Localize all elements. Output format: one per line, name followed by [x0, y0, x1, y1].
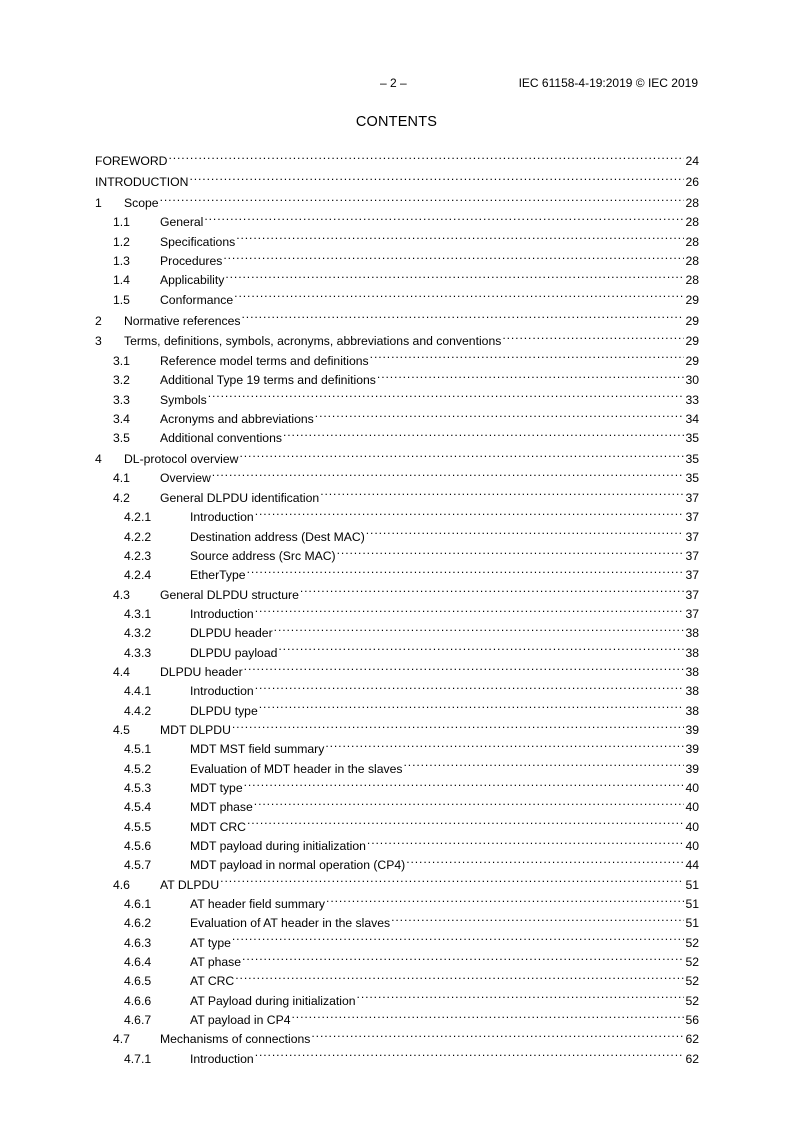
toc-entry-number: 4.6 [113, 877, 130, 892]
toc-entry-title: Introduction [190, 684, 254, 699]
toc-entry-title: Overview [160, 471, 211, 486]
toc-dot-leader [242, 306, 685, 325]
toc-entry-title: MDT payload during initialization [190, 839, 366, 853]
toc-dot-leader [239, 444, 684, 463]
toc-entry-title: Applicability [160, 273, 225, 288]
toc-dot-leader [292, 1005, 685, 1024]
toc-entry-number: 4.5.4 [124, 800, 152, 815]
toc-entry-title: Source address (Src MAC) [190, 548, 336, 563]
toc-entry-number: 4.4.1 [124, 684, 152, 699]
toc-entry-page: 28 [685, 215, 699, 230]
toc-entry[interactable] [95, 423, 699, 446]
toc-entry-page: 29 [685, 334, 699, 349]
toc-entry[interactable] [95, 167, 699, 189]
toc-dot-leader [366, 522, 685, 541]
toc-dot-leader [283, 423, 684, 442]
toc-dot-leader [377, 365, 685, 384]
toc-entry-number: 4.5.1 [124, 742, 152, 757]
toc-dot-leader [502, 326, 684, 345]
toc-dot-leader [232, 715, 685, 734]
toc-entry-title: DL-protocol overview [124, 452, 239, 467]
toc-entry-page: 26 [685, 174, 699, 189]
toc-entry-page: 35 [685, 431, 699, 446]
toc-entry-number: 3.1 [113, 353, 130, 368]
toc-entry-title: Mechanisms of connections [160, 1032, 311, 1047]
contents-title: CONTENTS [355, 114, 438, 130]
toc-entry-title: EtherType [190, 568, 246, 583]
toc-entry-number: 1 [95, 195, 102, 210]
toc-entry-number: 4.2.2 [124, 529, 152, 544]
toc-entry-title: DLPDU payload [190, 645, 278, 660]
toc-entry-page: 29 [685, 353, 699, 368]
toc-entry[interactable] [95, 365, 699, 388]
toc-entry[interactable] [95, 483, 699, 505]
toc-entry-title: FOREWORD [95, 154, 168, 168]
toc-entry-page: 40 [685, 800, 699, 815]
toc-entry-page: 38 [685, 684, 699, 699]
toc-entry[interactable] [95, 265, 699, 288]
toc-entry-page: 37 [685, 490, 699, 505]
toc-entry[interactable] [95, 773, 699, 795]
toc-entry-title: Symbols [160, 392, 207, 407]
toc-entry-number: 4.5.2 [124, 761, 152, 776]
toc-entry-page: 28 [685, 273, 699, 288]
toc-dot-leader [320, 483, 684, 502]
toc-entry[interactable] [95, 792, 699, 815]
toc-entry[interactable] [95, 444, 699, 467]
toc-entry-number: 3.2 [113, 373, 130, 388]
toc-entry-number: 4.5 [113, 722, 130, 737]
toc-entry[interactable] [95, 1044, 699, 1066]
toc-entry-page: 29 [685, 292, 699, 307]
toc-entry[interactable] [95, 657, 699, 679]
toc-entry-title: MDT type [190, 780, 243, 795]
toc-dot-leader [337, 541, 685, 560]
toc-entry[interactable] [95, 522, 699, 544]
toc-entry-number: 4.3 [113, 587, 130, 602]
toc-entry-page: 52 [685, 974, 699, 989]
toc-entry-title: General [160, 215, 204, 230]
toc-entry-page: 52 [685, 935, 699, 950]
toc-entry-title: Conformance [160, 292, 234, 307]
toc-entry-number: 3.4 [113, 411, 130, 426]
toc-entry[interactable] [95, 986, 699, 1008]
toc-entry-title: MDT CRC [190, 819, 246, 834]
toc-entry-title: General DLPDU identification [160, 490, 320, 505]
toc-entry-page: 51 [685, 916, 699, 931]
toc-entry-number: 4.2.3 [124, 548, 152, 563]
toc-entry-page: 37 [685, 548, 699, 563]
toc-dot-leader [255, 502, 685, 521]
toc-entry-title: DLPDU header [190, 626, 273, 641]
toc-entry[interactable] [95, 326, 699, 349]
toc-entry-number: 4.7.1 [124, 1051, 152, 1066]
toc-entry-page: 29 [685, 313, 699, 328]
toc-entry-title: Scope [124, 195, 159, 210]
toc-entry[interactable] [95, 502, 699, 525]
toc-entry-page: 44 [685, 858, 699, 873]
toc-entry-page: 39 [685, 761, 699, 776]
toc-entry-page: 34 [685, 411, 699, 426]
toc-entry-number: 4.6.5 [124, 974, 152, 989]
page-header [0, 76, 793, 92]
toc-entry-title: Evaluation of AT header in the slaves [190, 916, 391, 931]
toc-entry-page: 38 [685, 664, 699, 679]
toc-dot-leader [247, 560, 685, 579]
toc-entry-number: 1.3 [113, 253, 130, 268]
toc-dot-leader [300, 580, 685, 599]
toc-entry-title: AT DLPDU [160, 877, 220, 892]
toc-entry-number: 1.5 [113, 292, 130, 307]
toc-entry-page: 56 [685, 1013, 699, 1028]
toc-entry[interactable] [95, 146, 699, 168]
toc-entry-page: 40 [685, 819, 699, 834]
toc-entry-title: AT CRC [190, 974, 235, 989]
toc-entry-number: 3.3 [113, 392, 130, 407]
toc-entry[interactable] [95, 812, 699, 834]
toc-dot-leader [311, 1024, 684, 1043]
page-number: – 2 – [380, 76, 407, 90]
toc-entry-number: 4.6.4 [124, 955, 152, 970]
toc-entry-number: 4.1 [113, 471, 130, 486]
toc-entry-title: AT Payload during initialization [190, 993, 356, 1008]
toc-entry-page: 28 [685, 195, 699, 210]
toc-entry[interactable] [95, 463, 699, 486]
toc-entry-title: Introduction [190, 510, 254, 525]
toc-entry-page: 28 [685, 253, 699, 268]
toc-entry[interactable] [95, 560, 699, 583]
toc-dot-leader [232, 928, 685, 947]
toc-entry[interactable] [95, 696, 699, 718]
toc-entry-title: AT header field summary [190, 897, 326, 912]
toc-dot-leader [236, 227, 684, 246]
toc-entry-number: 4.3.2 [124, 626, 152, 641]
toc-entry-page: 38 [685, 703, 699, 718]
toc-entry-title: AT payload in CP4 [190, 1013, 291, 1028]
toc-dot-leader [391, 908, 684, 927]
toc-entry-number: 4 [95, 452, 102, 467]
toc-entry-title: Additional Type 19 terms and definitions [160, 373, 376, 388]
toc-dot-leader [160, 188, 685, 207]
toc-entry-page: 38 [685, 645, 699, 660]
toc-dot-leader [274, 618, 685, 637]
toc-entry-number: 4.2 [113, 490, 130, 505]
toc-entry-title: Specifications [160, 234, 236, 249]
toc-entry-page: 52 [685, 993, 699, 1008]
toc-entry-number: 1.1 [113, 215, 130, 230]
toc-entry-title: DLPDU type [190, 703, 258, 718]
toc-dot-leader [234, 285, 684, 304]
toc-entry-page: 37 [685, 606, 699, 621]
toc-entry-number: 4.4 [113, 664, 130, 679]
toc-entry-number: 3.5 [113, 431, 130, 446]
toc-entry-number: 4.2.1 [124, 510, 152, 525]
toc-entry-title: Introduction [190, 606, 254, 621]
toc-entry-page: 24 [685, 154, 699, 168]
toc-dot-leader [223, 246, 684, 265]
toc-entry-page: 39 [685, 722, 699, 737]
toc-entry-title: General DLPDU structure [160, 587, 299, 602]
toc-entry-number: 4.6.6 [124, 993, 152, 1008]
toc-entry[interactable] [95, 1024, 699, 1047]
toc-entry-page: 35 [685, 471, 699, 486]
toc-entry-title: Normative references [124, 313, 241, 328]
toc-entry[interactable] [95, 346, 699, 368]
toc-dot-leader [244, 657, 685, 676]
toc-entry[interactable] [95, 285, 699, 307]
toc-entry-number: 1.2 [113, 234, 130, 249]
toc-entry-page: 37 [685, 510, 699, 525]
toc-dot-leader [278, 638, 684, 657]
toc-entry-page: 52 [685, 955, 699, 970]
toc-entry-number: 3 [95, 334, 102, 349]
toc-entry-title: AT phase [190, 955, 242, 970]
toc-entry-page: 51 [685, 877, 699, 892]
toc-entry-page: 35 [685, 452, 699, 467]
toc-entry[interactable] [95, 246, 699, 268]
table-of-contents [95, 146, 699, 1066]
toc-entry[interactable] [95, 599, 699, 621]
toc-entry[interactable] [95, 734, 699, 757]
toc-entry[interactable] [95, 947, 699, 970]
toc-entry-number: 4.6.7 [124, 1013, 152, 1028]
toc-entry-page: 38 [685, 626, 699, 641]
toc-entry[interactable] [95, 889, 699, 912]
toc-dot-leader [315, 404, 685, 423]
toc-entry[interactable] [95, 966, 699, 989]
toc-dot-leader [208, 385, 685, 404]
toc-entry-page: 33 [685, 392, 699, 407]
toc-entry[interactable] [95, 306, 699, 328]
toc-dot-leader [370, 346, 685, 365]
toc-entry-title: MDT DLPDU [160, 722, 231, 737]
toc-entry-number: 1.4 [113, 273, 130, 288]
toc-entry-page: 40 [685, 780, 699, 795]
toc-dot-leader [254, 792, 685, 811]
toc-entry-number: 4.6.1 [124, 897, 152, 912]
toc-entry-title: AT type [190, 935, 231, 950]
toc-entry-number: 4.2.4 [124, 568, 152, 583]
toc-dot-leader [168, 146, 684, 165]
toc-entry[interactable] [95, 715, 699, 737]
toc-entry[interactable] [95, 188, 699, 210]
toc-dot-leader [406, 850, 684, 869]
toc-dot-leader [242, 947, 684, 966]
toc-entry-number: 2 [95, 313, 102, 328]
toc-dot-leader [225, 265, 684, 284]
toc-entry-number: 4.5.6 [124, 839, 152, 853]
toc-entry[interactable] [95, 676, 699, 699]
toc-entry[interactable] [95, 580, 699, 602]
toc-entry-page: 51 [685, 897, 699, 912]
toc-dot-leader [247, 812, 684, 831]
toc-entry-page: 40 [685, 839, 699, 853]
toc-entry-number: 4.5.5 [124, 819, 152, 834]
toc-entry-page: 37 [685, 587, 699, 602]
toc-entry-title: Procedures [160, 253, 223, 268]
toc-dot-leader [212, 463, 685, 482]
toc-entry-page: 28 [685, 234, 699, 249]
toc-entry[interactable] [95, 227, 699, 249]
toc-dot-leader [367, 831, 685, 850]
toc-entry-number: 4.6.2 [124, 916, 152, 931]
toc-dot-leader [220, 870, 684, 889]
toc-entry-title: Evaluation of MDT header in the slaves [190, 761, 403, 776]
toc-dot-leader [189, 167, 684, 186]
toc-entry-page: 62 [685, 1032, 699, 1047]
toc-entry-number: 4.5.3 [124, 780, 152, 795]
toc-entry-title: Additional conventions [160, 431, 282, 446]
toc-dot-leader [259, 696, 685, 715]
toc-entry-number: 4.7 [113, 1032, 130, 1047]
toc-entry[interactable] [95, 618, 699, 641]
toc-entry[interactable] [95, 385, 699, 407]
toc-entry-title: Reference model terms and definitions [160, 353, 369, 368]
toc-entry[interactable] [95, 404, 699, 426]
toc-entry-title: Introduction [190, 1051, 254, 1066]
toc-entry-title: MDT phase [190, 800, 253, 815]
toc-entry-number: 4.6.3 [124, 935, 152, 950]
toc-entry[interactable] [95, 754, 699, 776]
toc-entry-title: INTRODUCTION [95, 174, 189, 189]
toc-dot-leader [404, 754, 685, 773]
toc-dot-leader [244, 773, 685, 792]
toc-entry-number: 4.3.1 [124, 606, 152, 621]
toc-dot-leader [255, 599, 685, 618]
toc-entry[interactable] [95, 831, 699, 853]
toc-entry-title: MDT payload in normal operation (CP4) [190, 858, 406, 873]
document-identifier: IEC 61158-4-19:2019 © IEC 2019 [518, 76, 698, 90]
toc-dot-leader [325, 734, 684, 753]
toc-entry-page: 37 [685, 568, 699, 583]
toc-dot-leader [235, 966, 684, 985]
toc-entry-number: 4.5.7 [124, 858, 152, 873]
toc-entry[interactable] [95, 850, 699, 873]
toc-entry-number: 4.4.2 [124, 703, 152, 718]
toc-entry[interactable] [95, 908, 699, 931]
toc-entry-title: Acronyms and abbreviations [160, 411, 314, 426]
toc-entry[interactable] [95, 928, 699, 950]
toc-entry[interactable] [95, 1005, 699, 1028]
toc-entry[interactable] [95, 638, 699, 660]
toc-entry-page: 39 [685, 742, 699, 757]
toc-entry-title: DLPDU header [160, 664, 243, 679]
toc-dot-leader [326, 889, 684, 908]
toc-entry-title: Destination address (Dest MAC) [190, 529, 365, 544]
toc-entry[interactable] [95, 207, 699, 230]
toc-entry-title: Terms, definitions, symbols, acronyms, abbreviations and conventions [124, 334, 502, 349]
toc-entry-page: 62 [685, 1051, 699, 1066]
toc-dot-leader [255, 676, 685, 695]
toc-dot-leader [204, 207, 684, 226]
toc-entry-number: 4.3.3 [124, 645, 152, 660]
toc-dot-leader [357, 986, 685, 1005]
toc-entry[interactable] [95, 541, 699, 563]
toc-dot-leader [255, 1044, 685, 1063]
toc-entry-title: MDT MST field summary [190, 742, 325, 757]
toc-entry[interactable] [95, 870, 699, 892]
toc-entry-page: 37 [685, 529, 699, 544]
toc-entry-page: 30 [685, 373, 699, 388]
